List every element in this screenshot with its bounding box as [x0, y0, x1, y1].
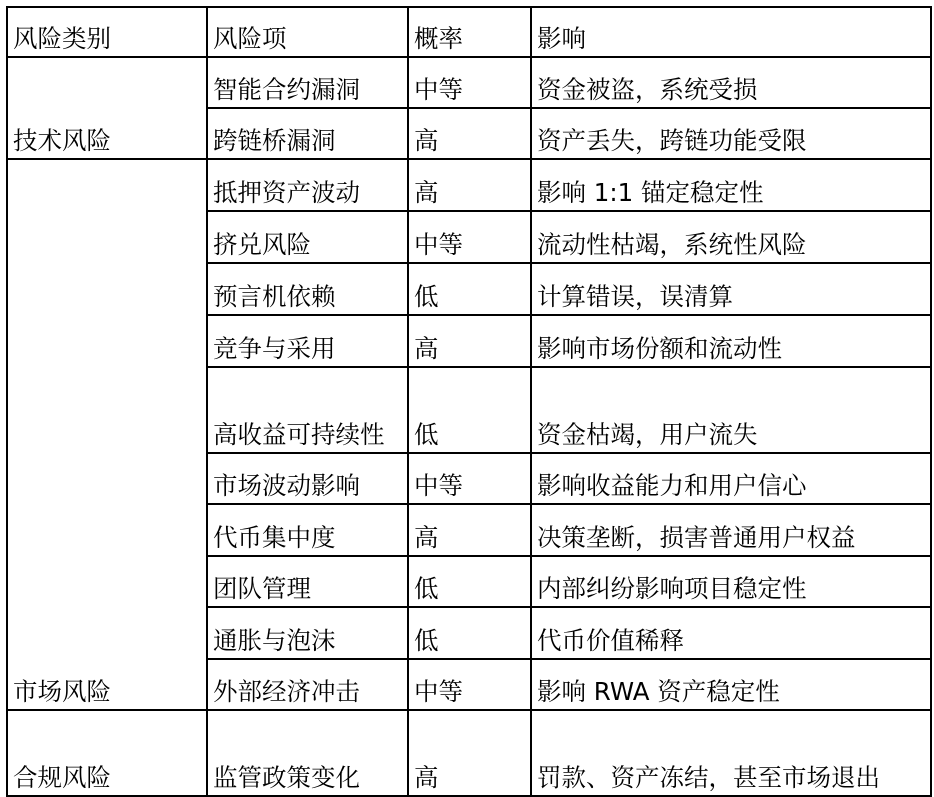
impact-cell: 资金枯竭，用户流失	[531, 367, 931, 453]
probability-cell: 高	[408, 504, 531, 556]
probability-cell: 低	[408, 367, 531, 453]
risk-item-cell: 外部经济冲击	[207, 659, 408, 710]
risk-item-cell: 挤兑风险	[207, 211, 408, 263]
category-cell-technical: 技术风险	[7, 57, 207, 159]
header-category: 风险类别	[7, 7, 207, 57]
risk-item-cell: 跨链桥漏洞	[207, 108, 408, 159]
probability-cell: 中等	[408, 211, 531, 263]
header-item: 风险项	[207, 7, 408, 57]
table-row	[7, 57, 931, 108]
header-impact: 影响	[531, 7, 931, 57]
probability-cell: 高	[408, 159, 531, 211]
risk-item-cell: 抵押资产波动	[207, 159, 408, 211]
impact-cell: 影响收益能力和用户信心	[531, 453, 931, 504]
probability-cell: 高	[408, 315, 531, 367]
impact-cell: 影响 1:1 锚定稳定性	[531, 159, 931, 211]
risk-item-cell: 监管政策变化	[207, 710, 408, 796]
table-row	[7, 159, 931, 211]
risk-item-cell: 市场波动影响	[207, 453, 408, 504]
impact-cell: 资金被盗，系统受损	[531, 57, 931, 108]
risk-item-cell: 团队管理	[207, 556, 408, 607]
impact-cell: 流动性枯竭，系统性风险	[531, 211, 931, 263]
risk-table	[6, 6, 932, 797]
impact-cell: 代币价值稀释	[531, 607, 931, 659]
probability-cell: 中等	[408, 453, 531, 504]
impact-cell: 影响市场份额和流动性	[531, 315, 931, 367]
table-row	[7, 710, 931, 796]
table-header-row	[7, 7, 931, 57]
risk-item-cell: 代币集中度	[207, 504, 408, 556]
impact-cell: 影响 RWA 资产稳定性	[531, 659, 931, 710]
risk-item-cell: 竞争与采用	[207, 315, 408, 367]
probability-cell: 低	[408, 556, 531, 607]
impact-cell: 资产丢失，跨链功能受限	[531, 108, 931, 159]
risk-item-cell: 智能合约漏洞	[207, 57, 408, 108]
probability-cell: 低	[408, 607, 531, 659]
risk-item-cell: 通胀与泡沫	[207, 607, 408, 659]
impact-cell: 内部纠纷影响项目稳定性	[531, 556, 931, 607]
header-probability: 概率	[408, 7, 531, 57]
impact-cell: 计算错误，误清算	[531, 263, 931, 315]
probability-cell: 高	[408, 108, 531, 159]
probability-cell: 中等	[408, 659, 531, 710]
probability-cell: 低	[408, 263, 531, 315]
impact-cell: 决策垄断，损害普通用户权益	[531, 504, 931, 556]
risk-item-cell: 预言机依赖	[207, 263, 408, 315]
impact-cell: 罚款、资产冻结，甚至市场退出	[531, 710, 931, 796]
probability-cell: 中等	[408, 57, 531, 108]
probability-cell: 高	[408, 710, 531, 796]
category-cell-compliance: 合规风险	[7, 710, 207, 796]
risk-item-cell: 高收益可持续性	[207, 367, 408, 453]
category-cell-market: 市场风险	[7, 159, 207, 710]
